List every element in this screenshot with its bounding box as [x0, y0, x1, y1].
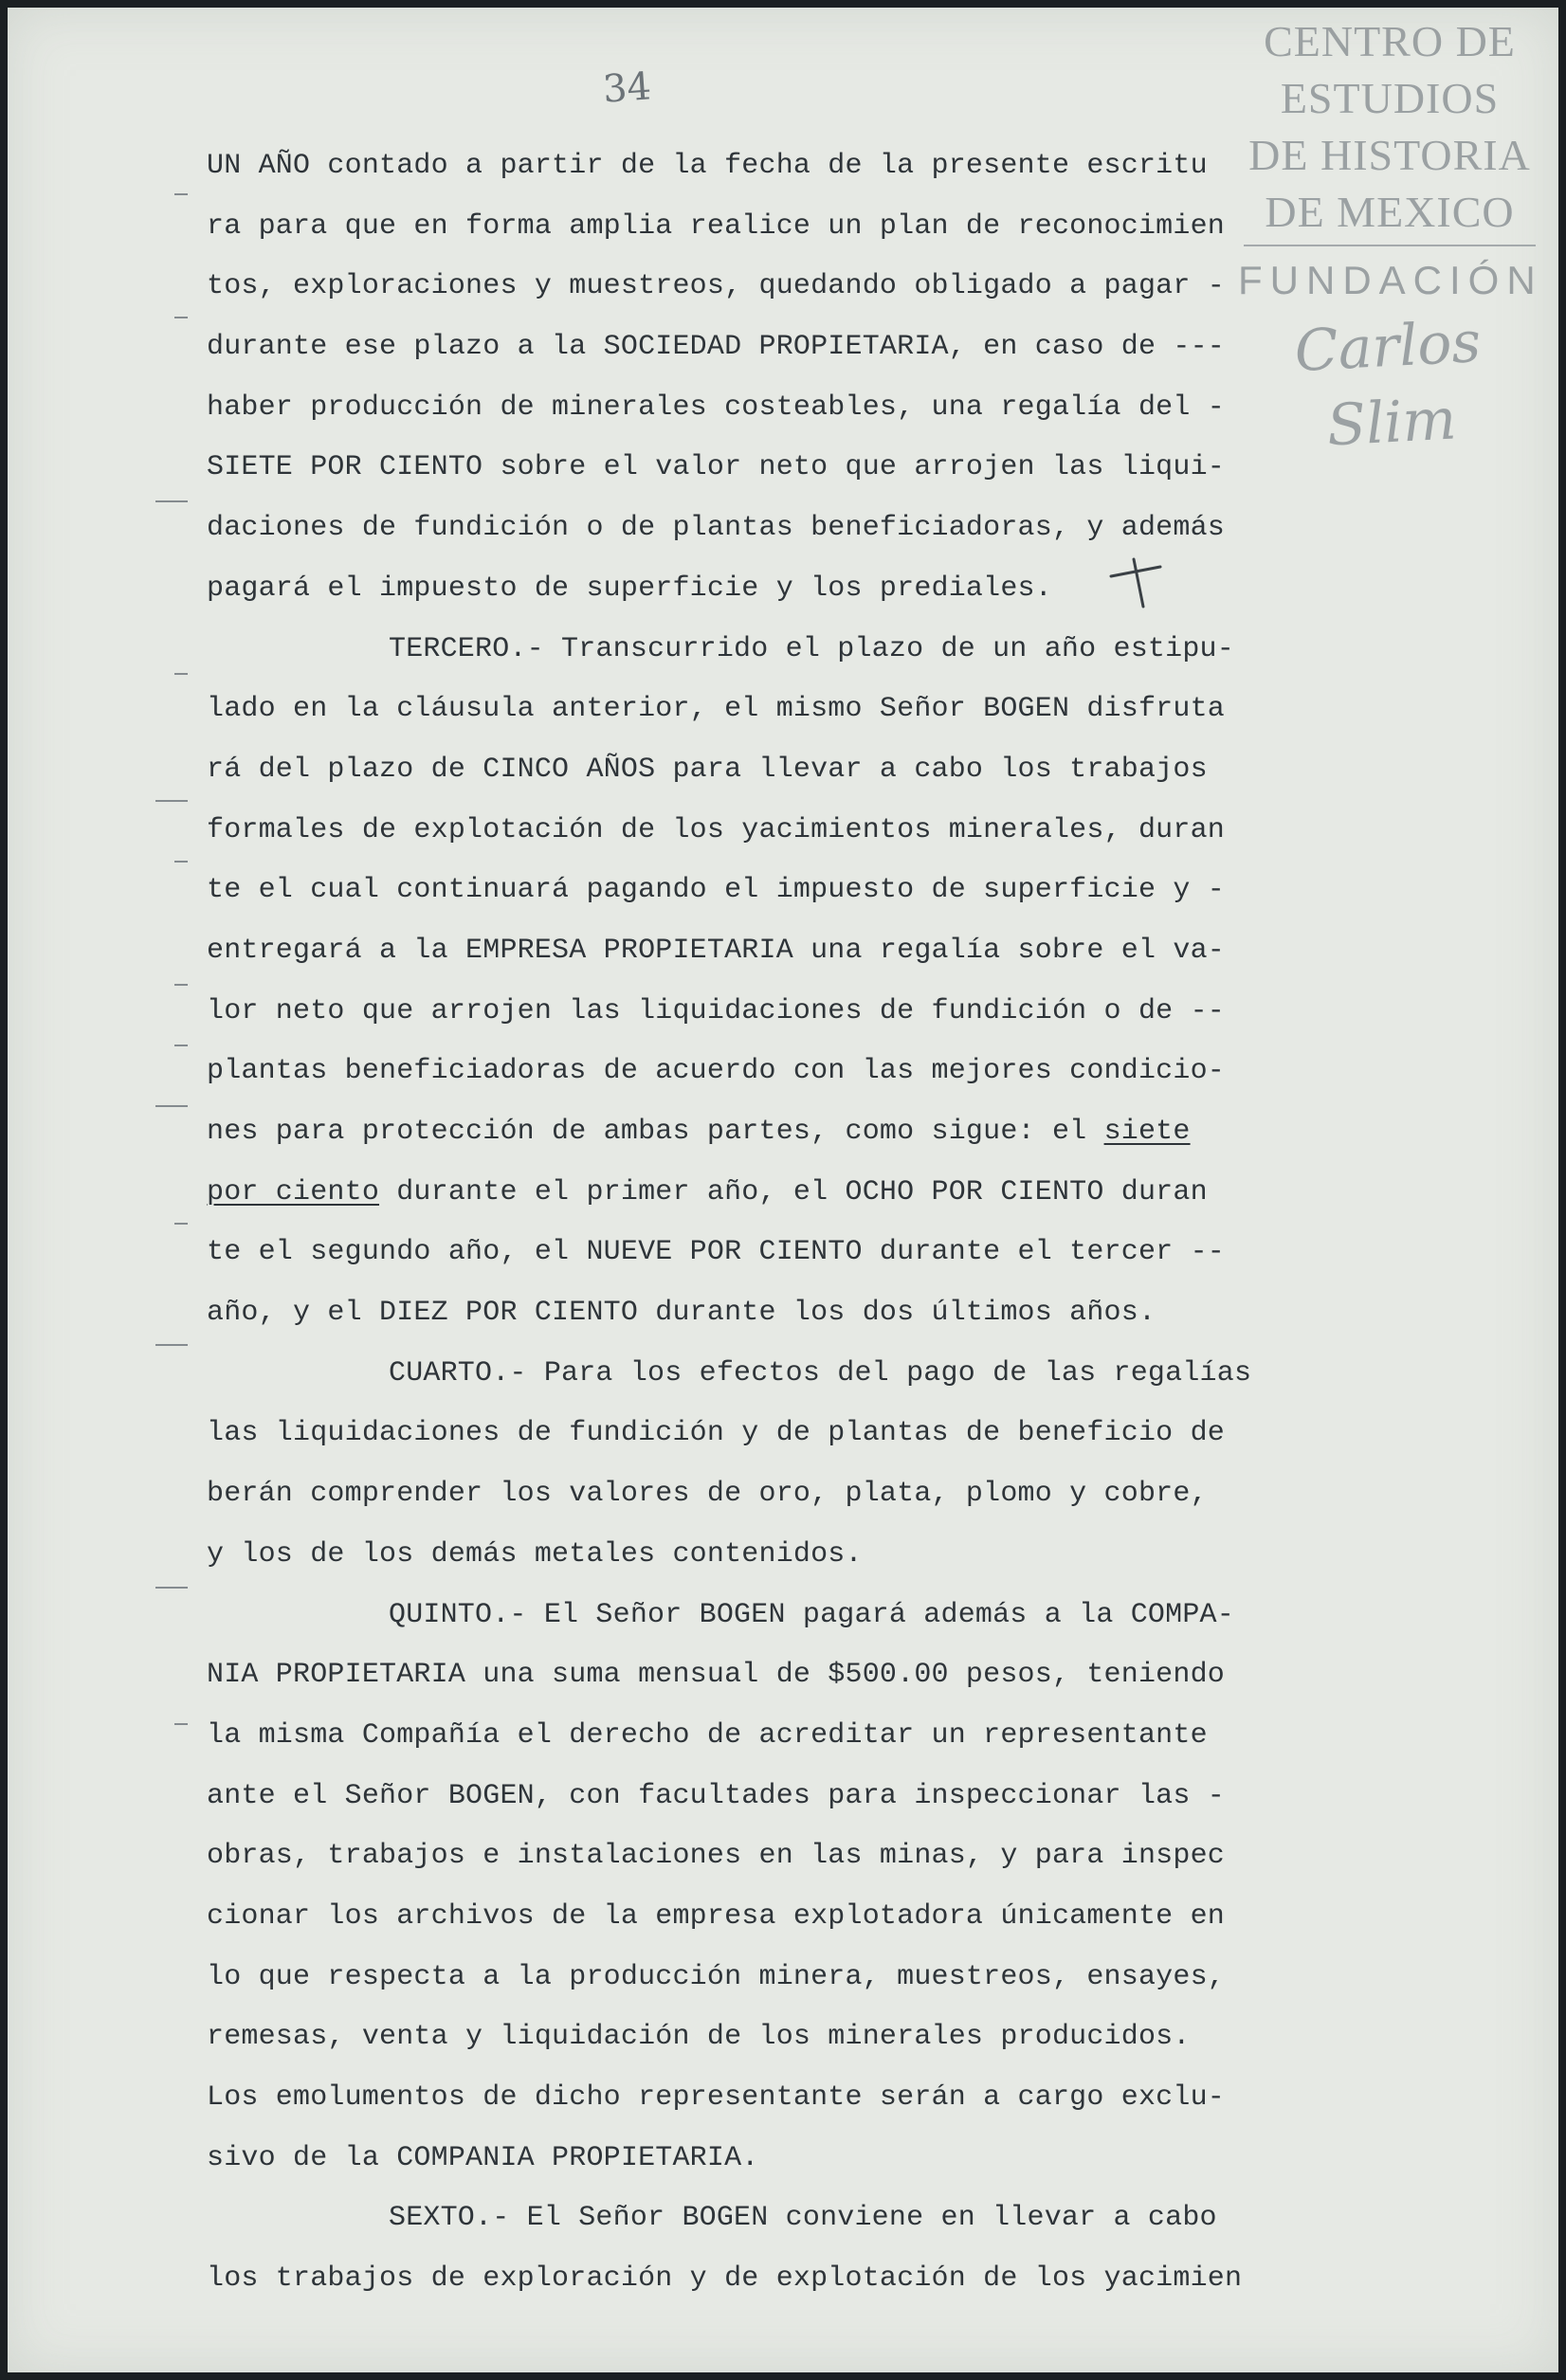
line-text: las liquidaciones de fundición y de plantas de beneficio de	[207, 1417, 1225, 1450]
watermark-line-4: DE MEXICO	[1265, 188, 1515, 236]
line-text: lo que respecta a la producción minera, muestreos, ensayes,	[207, 1960, 1225, 1993]
watermark-line-1: CENTRO DE	[1264, 17, 1516, 65]
text-line	[207, 982, 1297, 1043]
text-line	[207, 1404, 1297, 1464]
text-line	[207, 1586, 1297, 1646]
line-text: NIA PROPIETARIA una suma mensual de $500.00 pesos, teniendo	[207, 1659, 1225, 1692]
margin-tick	[174, 1045, 188, 1046]
line-text: cionar los archivos de la empresa explotadora únicamente en	[207, 1899, 1225, 1933]
underlined-text: siete	[1103, 1116, 1191, 1148]
line-text: lor neto que arrojen las liquidaciones de fundición o de --	[207, 994, 1225, 1027]
margin-tick	[155, 1344, 188, 1346]
line-text: lado en la cláusula anterior, el mismo Señor BOGEN disfruta	[207, 693, 1225, 726]
line-text: obras, trabajos e instalaciones en las minas, y para inspec	[207, 1840, 1225, 1873]
line-text: formales de explotación de los yacimientos minerales, duran	[207, 813, 1225, 846]
margin-tick	[174, 984, 188, 986]
margin-tick	[174, 1723, 188, 1725]
text-line	[207, 1948, 1297, 2008]
text-line	[207, 499, 1297, 559]
line-text: rá del plazo de CINCO AÑOS para llevar a cabo los trabajos	[207, 753, 1208, 786]
margin-tick	[174, 861, 188, 863]
text-line	[207, 438, 1297, 499]
text-line	[207, 136, 1297, 197]
text-line	[207, 2129, 1297, 2189]
text-line	[207, 1887, 1297, 1948]
line-text: y los de los demás metales contenidos.	[207, 1537, 863, 1571]
text-line	[207, 2189, 1297, 2249]
margin-tick	[174, 193, 188, 195]
line-text: SIETE POR CIENTO sobre el valor neto que arrojen las liqui-	[207, 451, 1225, 484]
text-line	[207, 740, 1297, 801]
text-line	[207, 620, 1297, 681]
text-line	[207, 1102, 1297, 1163]
page-number: 34	[601, 64, 653, 112]
margin-tick	[155, 800, 188, 802]
line-text: te el cual continuará pagando el impuesto de superficie y -	[207, 874, 1225, 907]
line-text: nes para protección de ambas partes, como sigue: el	[207, 1116, 1104, 1148]
line-text: ante el Señor BOGEN, con facultades para inspeccionar las -	[207, 1779, 1225, 1812]
margin-tick	[174, 1223, 188, 1225]
line-text: plantas beneficiadoras de acuerdo con las mejores condicio-	[207, 1055, 1225, 1088]
line-text: berán comprender los valores de oro, plata, plomo y cobre,	[207, 1478, 1208, 1511]
text-line	[207, 197, 1297, 258]
margin-tick	[155, 1587, 188, 1589]
text-line	[207, 1223, 1297, 1283]
text-line	[207, 1344, 1297, 1405]
line-text: haber producción de minerales costeables, una regalía del -	[207, 391, 1225, 424]
line-text: entregará a la EMPRESA PROPIETARIA una regalía sobre el va-	[207, 934, 1225, 967]
text-line	[207, 257, 1297, 318]
line-text: tos, exploraciones y muestreos, quedando obligado a pagar -	[207, 270, 1225, 303]
text-line	[207, 921, 1297, 982]
margin-tick	[155, 500, 188, 502]
line-text: te el segundo año, el NUEVE POR CIENTO durante el tercer --	[207, 1236, 1225, 1269]
text-line	[207, 801, 1297, 862]
text-line	[207, 1826, 1297, 1887]
text-line	[207, 1525, 1297, 1586]
line-text: UN AÑO contado a partir de la fecha de la presente escritu	[207, 150, 1208, 182]
underlined-text: por ciento	[207, 1175, 380, 1208]
margin-tick	[174, 673, 188, 675]
line-text: durante ese plazo a la SOCIEDAD PROPIETARIA, en caso de ---	[207, 331, 1225, 364]
margin-tick	[155, 1105, 188, 1107]
text-line	[207, 1645, 1297, 1706]
watermark-line-2: ESTUDIOS	[1280, 74, 1500, 122]
margin-tick	[174, 317, 188, 318]
line-text: pagará el impuesto de superficie y los prediales.	[207, 572, 1052, 605]
watermark-foundation: FUNDACIÓN	[1238, 258, 1543, 302]
line-text: la misma Compañía el derecho de acreditar un representante	[207, 1718, 1208, 1752]
text-line	[207, 1767, 1297, 1827]
line-text: durante el primer año, el OCHO POR CIENTO duran	[379, 1175, 1208, 1208]
line-text: sivo de la COMPANIA PROPIETARIA.	[207, 2141, 759, 2174]
document-body	[207, 136, 1297, 2310]
watermark-line-3: DE HISTORIA	[1248, 131, 1531, 179]
text-line	[207, 2008, 1297, 2068]
line-text: los trabajos de exploración y de explotación de los yacimien	[207, 2262, 1243, 2296]
line-text: ra para que en forma amplia realice un plan de reconocimien	[207, 209, 1225, 243]
line-text: remesas, venta y liquidación de los minerales producidos.	[207, 2021, 1191, 2054]
line-text: año, y el DIEZ POR CIENTO durante los dos últimos años.	[207, 1297, 1156, 1330]
text-line	[207, 2068, 1297, 2129]
watermark-signature: Carlos Slim	[1292, 308, 1483, 460]
line-text: Los emolumentos de dicho representante serán a cargo exclu-	[207, 2081, 1225, 2114]
text-line	[207, 680, 1297, 740]
line-text: QUINTO.- El Señor BOGEN pagará además a la COMPA-	[389, 1598, 1234, 1631]
text-line	[207, 559, 1297, 620]
text-line	[207, 1283, 1297, 1344]
line-text: TERCERO.- Transcurrido el plazo de un año estipu-	[389, 632, 1234, 665]
text-line	[207, 1163, 1297, 1224]
line-text: daciones de fundición o de plantas beneficiadoras, y además	[207, 512, 1225, 545]
line-text: SEXTO.- El Señor BOGEN conviene en llevar a cabo	[389, 2202, 1217, 2235]
document-page	[8, 8, 1558, 2372]
text-line	[207, 2249, 1297, 2310]
text-line	[207, 378, 1297, 439]
text-line	[207, 861, 1297, 921]
line-text: CUARTO.- Para los efectos del pago de las regalías	[389, 1356, 1252, 1390]
text-line	[207, 1042, 1297, 1102]
text-line	[207, 318, 1297, 378]
text-line	[207, 1706, 1297, 1767]
text-line	[207, 1464, 1297, 1525]
